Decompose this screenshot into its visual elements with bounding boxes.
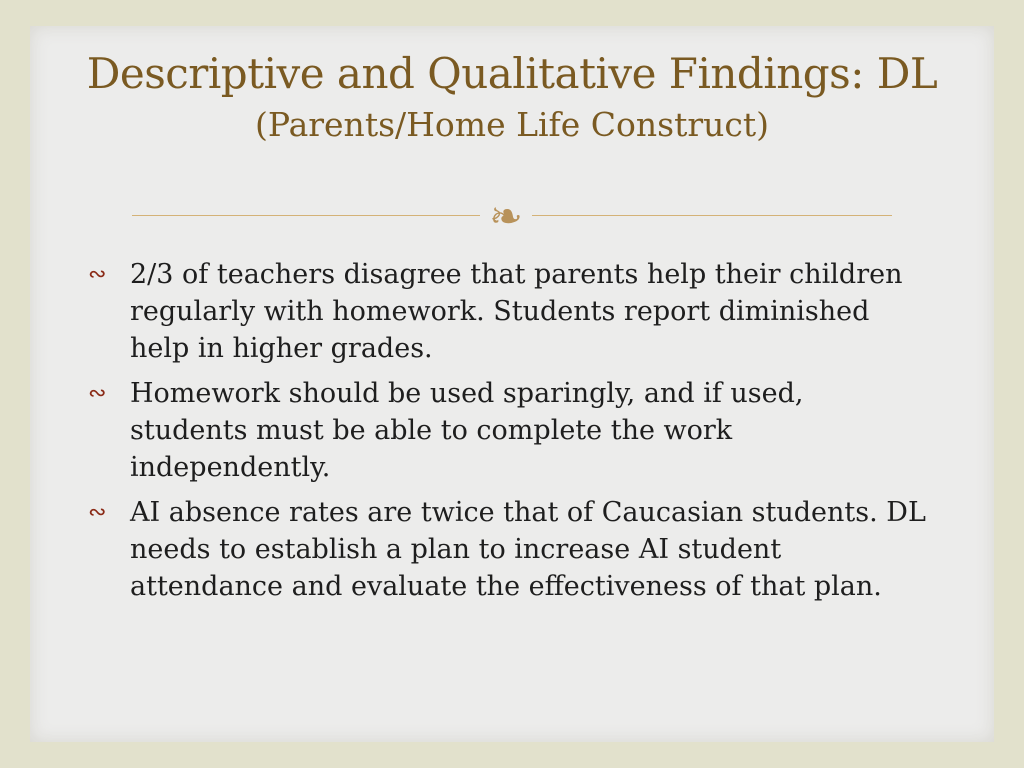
list-item xyxy=(88,256,928,367)
slide-title: Descriptive and Qualitative Findings: DL xyxy=(86,49,938,98)
bullet-text: Homework should be used sparingly, and if used, students must be able to complete the work independently. xyxy=(130,378,804,483)
curly-bullet-icon: ∾ xyxy=(88,262,107,287)
list-item xyxy=(88,375,928,486)
slide-subtitle: (Parents/Home Life Construct) xyxy=(254,105,769,144)
bullet-text: 2/3 of teachers disagree that parents help their children regularly with homework. Students report diminished help in higher grades. xyxy=(130,259,903,364)
bullet-list xyxy=(88,256,928,613)
title-block xyxy=(30,48,994,148)
curly-bullet-icon: ∾ xyxy=(88,500,107,525)
list-item xyxy=(88,494,928,605)
curly-bullet-icon: ∾ xyxy=(88,381,107,406)
flourish-icon: ❧ xyxy=(480,192,532,242)
bullet-text: AI absence rates are twice that of Caucasian students. DL needs to establish a plan to increase AI student attendance and evaluate the effectiveness of that plan. xyxy=(130,497,926,602)
slide xyxy=(30,26,994,742)
